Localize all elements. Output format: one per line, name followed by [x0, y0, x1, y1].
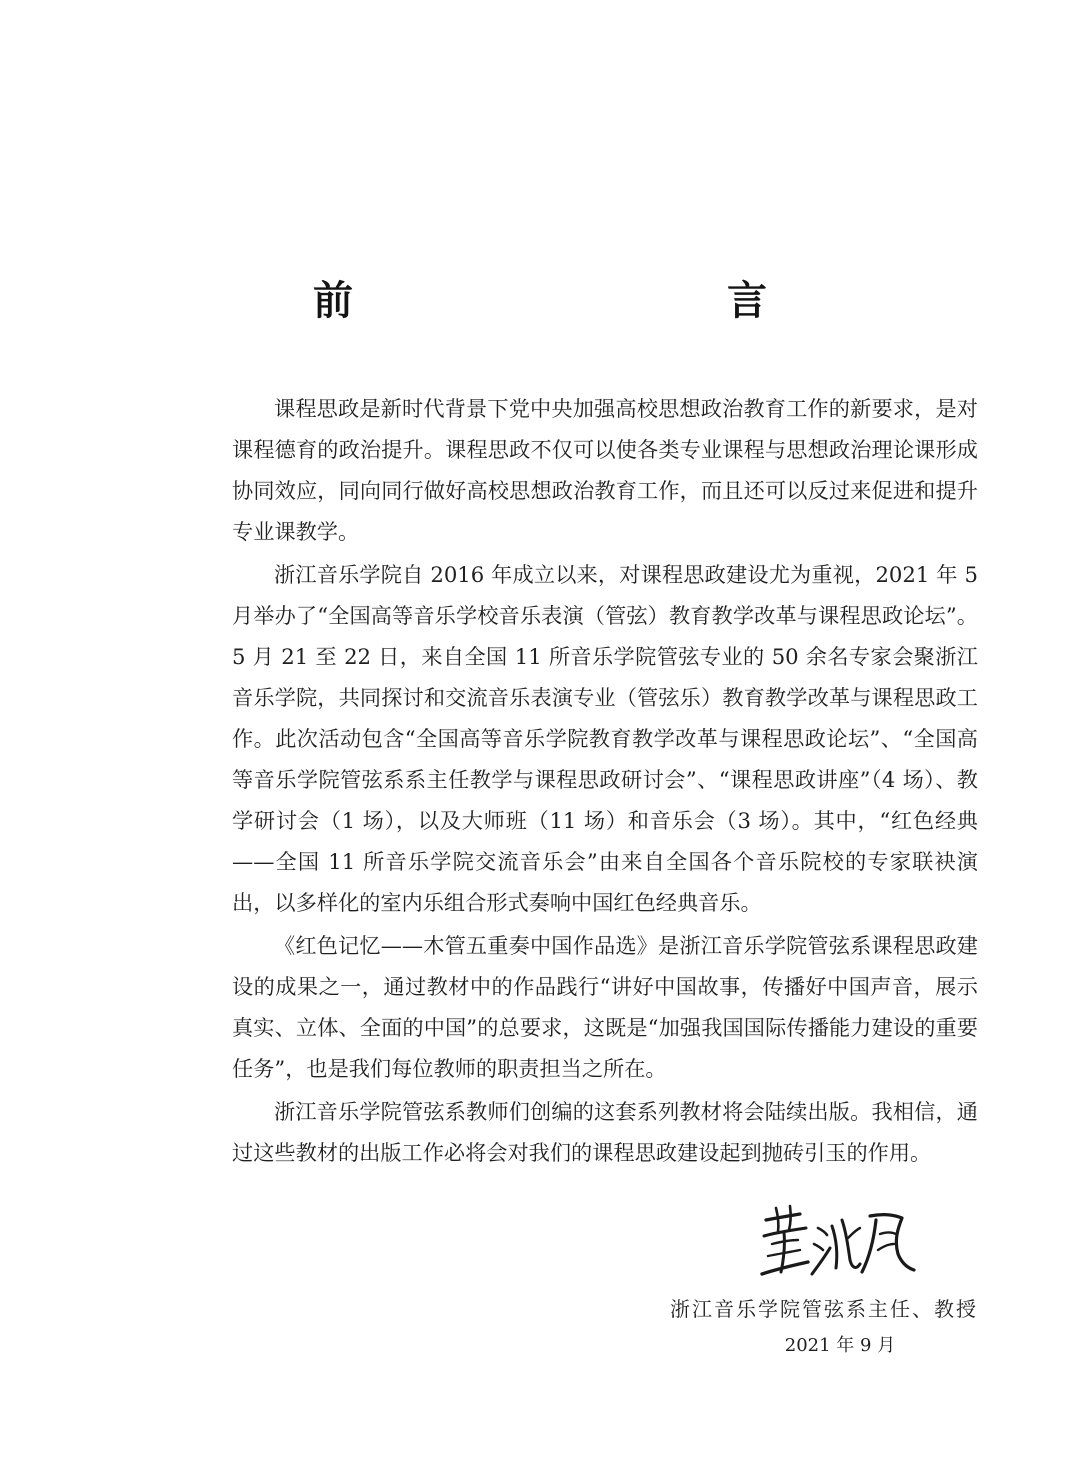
paragraph-4: 浙江音乐学院管弦系教师们创编的这套系列教材将会陆续出版。我相信，通过这些教材的出版工作必将会对我们的课程思政建设起到抛砖引玉的作用。 — [232, 1099, 978, 1165]
paragraph-2: 浙江音乐学院自 2016 年成立以来，对课程思政建设尤为重视，2021 年 5 月举办了“全国高等音乐学校音乐表演（管弦）教育教学改革与课程思政论坛”。5 月 21 至 22 日，来自全国 11 所音乐学院管弦专业的 50 余名专家会聚浙江音乐学院，共同探讨和交流音乐表演专业（管弦乐）教育教学改革与课程思政工作。此次活动包含“全国高等音乐学院教育教学改革与课程思政论坛”、“全国高等音乐学院管弦系系主任教学与课程思政研讨会”、“课程思政讲座”（4 场）、教学研讨会（1 场），以及大师班（11 场）和音乐会（3 场）。其中，“红色经典——全国 11 所音乐学院交流音乐会”由来自全国各个音乐院校的专家联袂演出，以多样化的室内乐组合形式奏响中国红色经典音乐。 — [232, 562, 978, 915]
signature-date: 2021 年 9 月 — [784, 1335, 896, 1356]
paragraph-1: 课程思政是新时代背景下党中央加强高校思想政治教育工作的新要求，是对课程德育的政治提升。课程思政不仅可以使各类专业课程与思想政治理论课形成协同效应，同向同行做好高校思想政治教育工作，而且还可以反过来促进和提升专业课教学。 — [232, 396, 978, 544]
signatory-title: 浙江音乐学院管弦系主任、教授 — [670, 1297, 978, 1321]
page-title: 前 言 — [313, 276, 865, 324]
paragraph-3: 《红色记忆——木管五重奏中国作品选》是浙江音乐学院管弦系课程思政建设的成果之一，通过教材中的作品践行“讲好中国故事，传播好中国声音，展示真实、立体、全面的中国”的总要求，这既是“加强我国国际传播能力建设的重要任务”，也是我们每位教师的职责担当之所在。 — [232, 933, 978, 1081]
handwritten-signature — [748, 1198, 918, 1288]
preface-body — [232, 388, 978, 1173]
